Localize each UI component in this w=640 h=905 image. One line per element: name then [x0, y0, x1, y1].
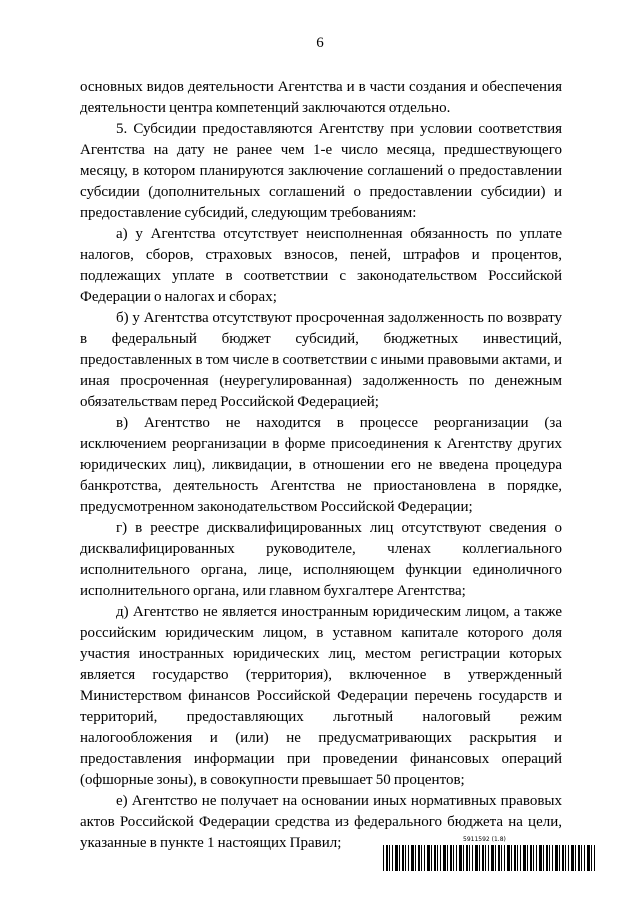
paragraph-item-g: г) в реестре дисквалифицированных лиц отсутствуют сведения о дисквалифицированных руководителе, членах коллегиального исполнительного органа, лице, исполняющем функции единоличного исполнительного органа, или главном бухгалтере Агентства;	[80, 520, 562, 599]
paragraph-item-e: е) Агентство не получает на основании иных нормативных правовых актов Российской Федерации средства из федерального бюджета на цели, указанные в пункте 1 настоящих Правил;	[80, 793, 562, 851]
paragraph-continuation: основных видов деятельности Агентства и в части создания и обеспечения деятельности центра компетенций заключаются отдельно.	[80, 79, 562, 116]
barcode-icon	[383, 845, 595, 871]
paragraph-item-v: в) Агентство не находится в процессе реорганизации (за исключением реорганизации в форме присоединения к Агентству других юридических лиц), ликвидации, в отношении его не введена процедура банкротства, деятельность Агентства не приостановлена в порядке, предусмотренном законодательством Российской Федерации;	[80, 415, 562, 515]
paragraph-item-a: а) у Агентства отсутствует неисполненная обязанность по уплате налогов, сборов, страховых взносов, пеней, штрафов и процентов, подлежащих уплате в соответствии с законодательством Российской Федерации о налогах и сборах;	[80, 226, 562, 305]
document-barcode	[383, 836, 595, 872]
paragraph-clause-5: 5. Субсидии предоставляются Агентству при условии соответствия Агентства на дату не ранее чем 1-е число месяца, предшествующего месяцу, в котором планируются заключение соглашений о предоставлении субсидии (дополнительных соглашений о предоставлении субсидии) и предоставление субсидий, следующим требованиям:	[80, 121, 562, 221]
paragraph-item-b: б) у Агентства отсутствуют просроченная задолженность по возврату в федеральный бюджет субсидий, бюджетных инвестиций, предоставленных в том числе в соответствии с иными правовыми актами, и иная просроченная (неурегулированная) задолженность по денежным обязательствам перед Российской Федерацией;	[80, 310, 562, 410]
barcode-label: 5911592 (1.8)	[463, 836, 506, 843]
document-body	[80, 77, 562, 854]
paragraph-item-d: д) Агентство не является иностранным юридическим лицом, а также российским юридическим лицом, в уставном капитале которого доля участия иностранных юридических лиц, местом регистрации которых является государство (территория), включенное в утвержденный Министерством финансов Российской Федерации перечень государств и территорий, предоставляющих льготный налоговый режим налогообложения и (или) не предусматривающих раскрытия и предоставления информации при проведении финансовых операций (офшорные зоны), в совокупности превышает 50 процентов;	[80, 604, 562, 788]
page-number: 6	[316, 35, 324, 51]
